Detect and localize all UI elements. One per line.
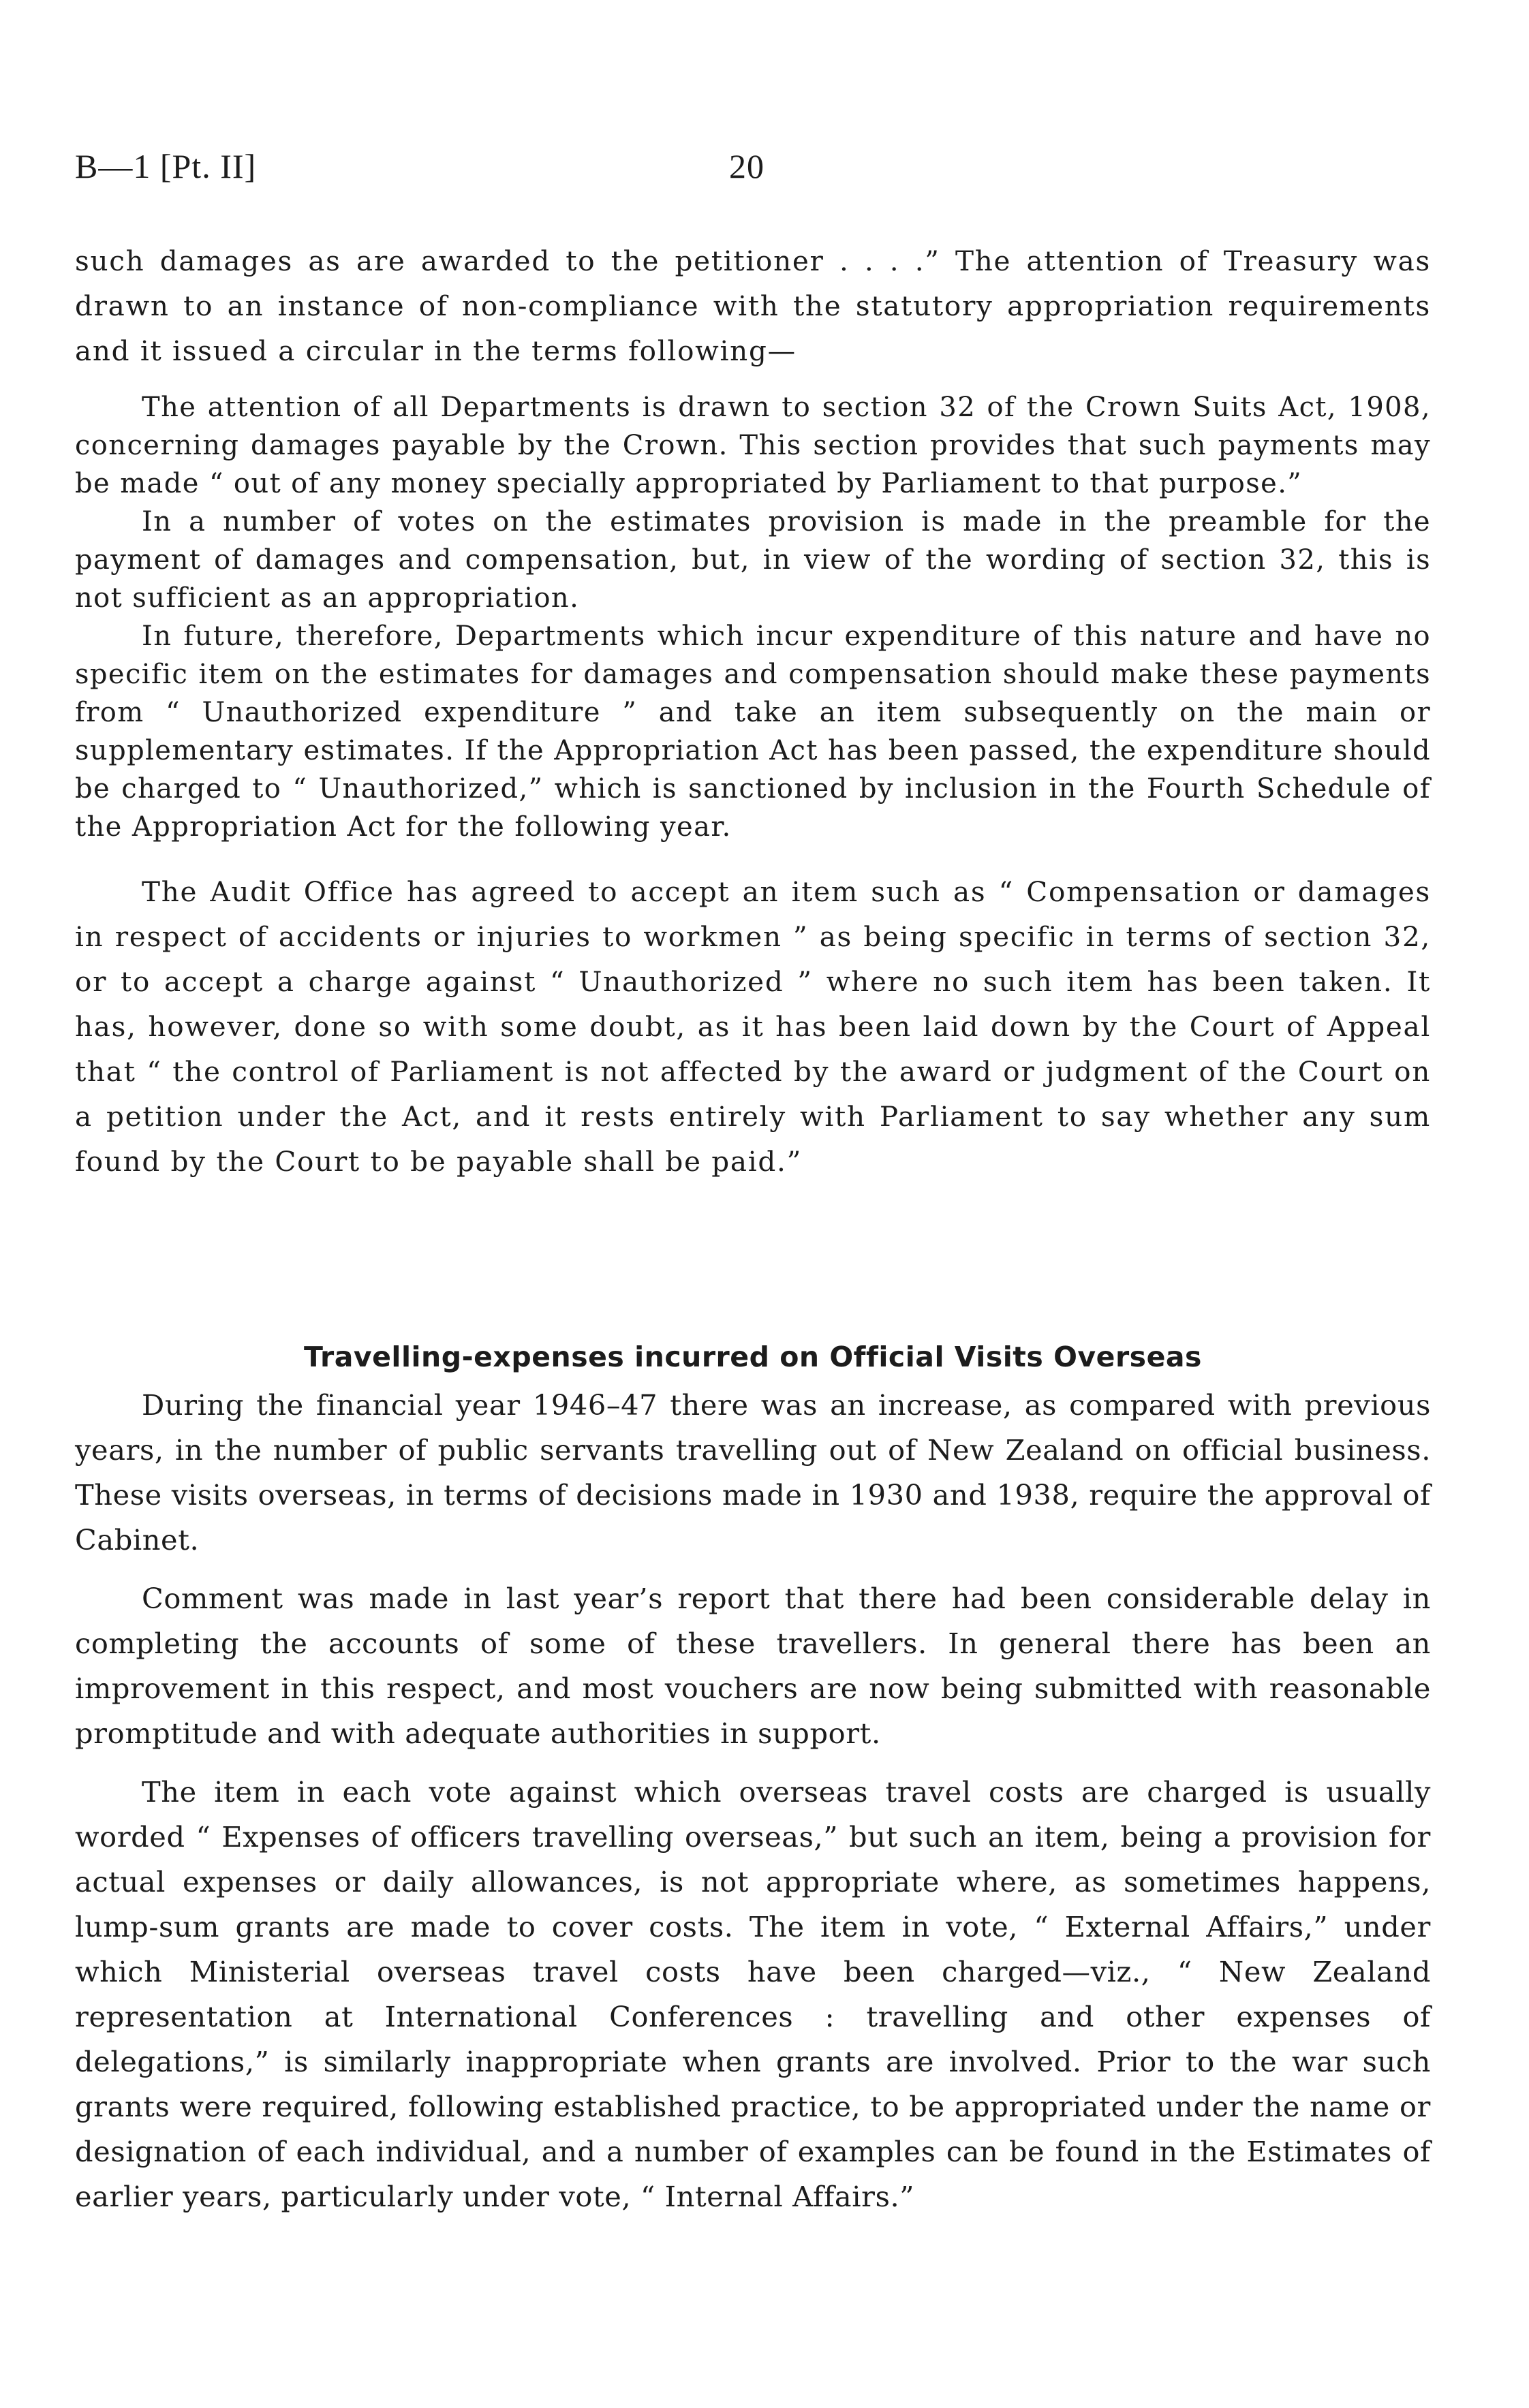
paragraph-continuation: such damages as are awarded to the petitioner . . . .” The attention of Treasury was drawn to an instance of non-compliance with the statutory appropriation requirements and it issued a circular in the terms following— — [75, 245, 1431, 367]
circular-quote-paragraph: In a number of votes on the estimates provision is made in the preamble for the payment of damages and compensation, but, in view of the wording of section 32, this is not sufficient as an appropriation. — [75, 506, 1431, 614]
page-number: 20 — [729, 147, 764, 185]
section-paragraph: The item in each vote against which overseas travel costs are charged is usually worded “ Expenses of officers travelling overseas,” but such an item, being a provision for actual expenses or daily allowances, is not appropriate where, as sometimes happens, lump-sum grants are made to cover costs. The item in vote, “ External Affairs,” under which Ministerial overseas travel costs have been charged—viz., “ New Zealand representation at International Conferences : travelling and other expenses of delegations,” is similarly inappropriate when grants are involved. Prior to the war such grants were required, following established practice, to be appropriated under the name or designation of each individual, and a number of examples can be found in the Estimates of earlier years, particularly under vote, “ Internal Affairs.” — [75, 1775, 1431, 2213]
audit-office-paragraph: The Audit Office has agreed to accept an item such as “ Compensation or damages in respect of accidents or injuries to workmen ” as being specific in terms of section 32, or to accept a charge against “ Unauthorized ” where no such item has been taken. It has, however, done so with some doubt, as it has been laid down by the Court of Appeal that “ the control of Parliament is not affected by the award or judgment of the Court on a petition under the Act, and it rests entirely with Parliament to say whether any sum found by the Court to be payable shall be paid.” — [75, 875, 1431, 1178]
section-paragraph: During the financial year 1946–47 there was an increase, as compared with previous years, in the number of public servants travelling out of New Zealand on official business. These visits overseas, in terms of decisions made in 1930 and 1938, require the approval of Cabinet. — [75, 1388, 1431, 1557]
section-heading: Travelling-expenses incurred on Official Visits Overseas — [304, 1341, 1202, 1373]
page-body — [75, 238, 1431, 2219]
circular-quote-paragraph: The attention of all Departments is drawn to section 32 of the Crown Suits Act, 1908, concerning damages payable by the Crown. This section provides that such payments may be made “ out of any money specially appropriated by Parliament to that purpose.” — [75, 392, 1431, 499]
document-reference: B—1 [Pt. II] — [75, 147, 257, 185]
circular-quote-paragraph: In future, therefore, Departments which incur expenditure of this nature and have no specific item on the estimates for damages and compensation should make these payments from “ Unauthorized expenditure ” and take an item subsequently on the main or supplementary estimates. If the Appropriation Act has been passed, the expenditure should be charged to “ Unauthorized,” which is sanctioned by inclusion in the Fourth Schedule of the Appropriation Act for the following year. — [75, 621, 1431, 843]
section-paragraph: Comment was made in last year’s report that there had been considerable delay in completing the accounts of some of these travellers. In general there has been an improvement in this respect, and most vouchers are now being submitted with reasonable promptitude and with adequate authorities in support. — [75, 1582, 1431, 1750]
